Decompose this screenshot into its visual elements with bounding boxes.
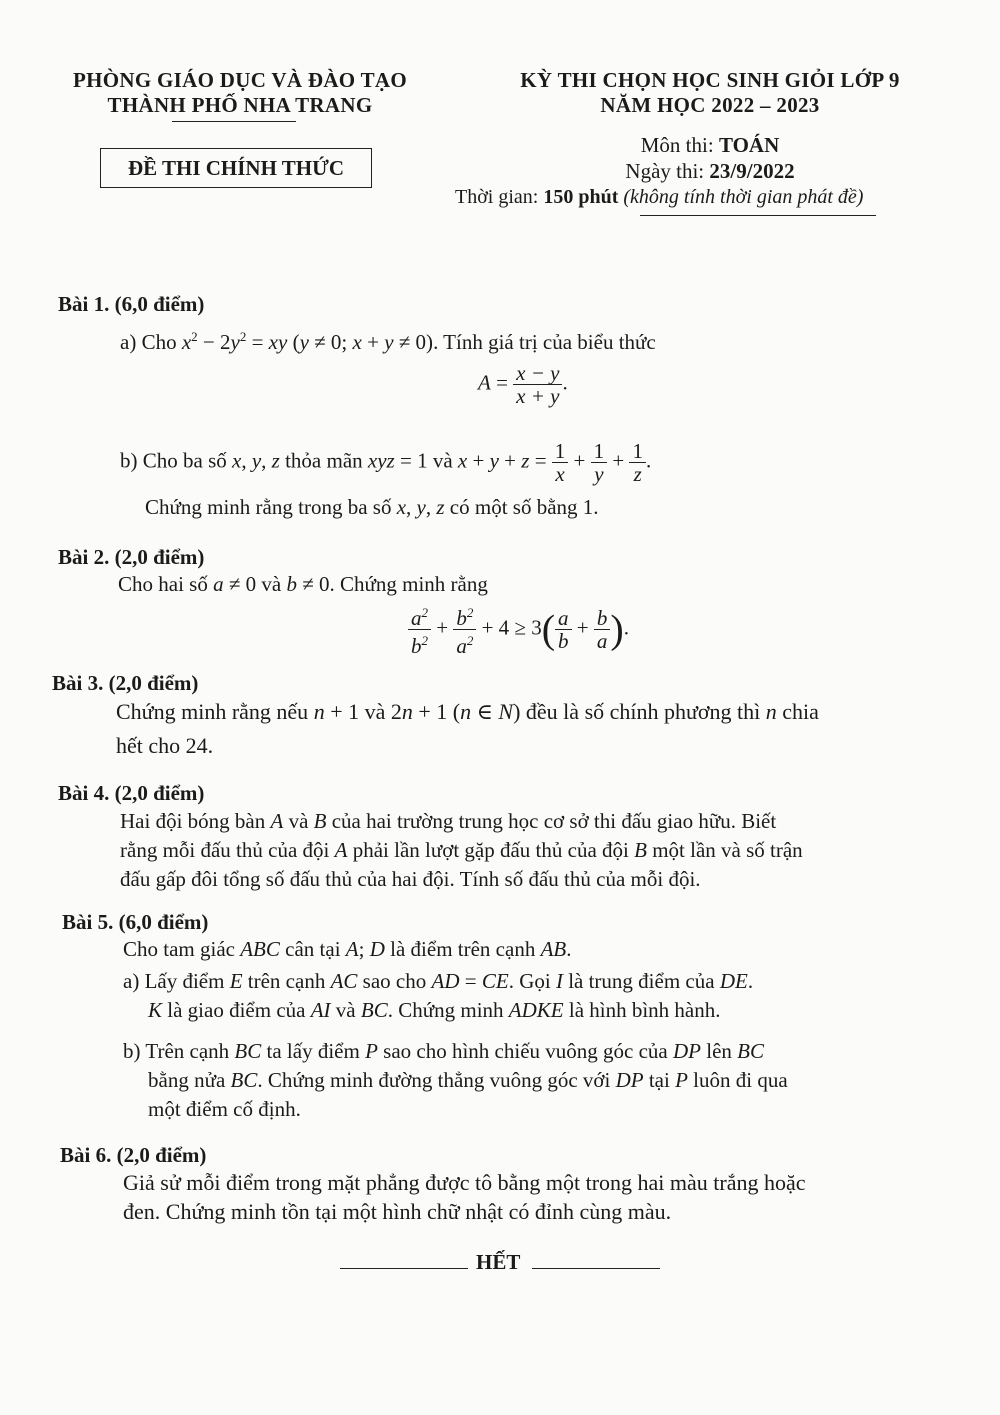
date-line: Ngày thi: 23/9/2022 xyxy=(625,159,795,183)
problem-1-title: Bài 1. (6,0 điểm) xyxy=(58,292,205,316)
problem-6-line1: Giả sử mỗi điểm trong mặt phẳng được tô bằng một trong hai màu trắng hoặc xyxy=(123,1170,806,1195)
problem-5b-line2: bằng nửa BC. Chứng minh đường thẳng vuông góc với DP tại P luôn đi qua xyxy=(148,1068,788,1092)
problem-4-title: Bài 4. (2,0 điểm) xyxy=(58,781,205,805)
formula-A: A = $\frac{x - y}{x + y}$ . xyxy=(478,361,568,408)
exam-title: KỲ THI CHỌN HỌC SINH GIỎI LỚP 9 xyxy=(520,68,900,92)
problem-6-title: Bài 6. (2,0 điểm) xyxy=(60,1143,207,1167)
problem-3-text-line2: hết cho 24. xyxy=(116,733,214,758)
problem-5b-line3: một điểm cố định. xyxy=(148,1097,301,1121)
end-marker: HẾT xyxy=(476,1250,521,1274)
department-name: PHÒNG GIÁO DỤC VÀ ĐÀO TẠO xyxy=(73,68,407,92)
problem-3-text: Chứng minh rằng nếu n + 1 và 2n + 1 (n ∈ N) đều là số chính phương thì n chia xyxy=(116,699,819,724)
city-name: THÀNH PHỐ NHA TRANG xyxy=(107,93,373,117)
formula-inequality: $\frac{a^2}{b^2}$ + $\frac{b^2}{a^2}$ + 4 ≥ 3( $\frac{a}{b}$ + $\frac{b}{a}$ ). xyxy=(408,602,629,657)
problem-1b-text: b) Cho ba số x, y, z thỏa mãn xyz = 1 và x + y + z = $\frac{1}{x}$ + $\frac{1}{y}$ + $\frac{1}{z}$ . xyxy=(120,439,652,486)
problem-5-intro: Cho tam giác ABC cân tại A; D là điểm trên cạnh AB. xyxy=(123,937,572,961)
problem-5a-line1: a) Lấy điểm E trên cạnh AC sao cho AD = CE. Gọi I là trung điểm của DE. xyxy=(123,969,754,993)
official-exam-label: ĐỀ THI CHÍNH THỨC xyxy=(100,148,372,188)
problem-4-line2: rằng mỗi đấu thủ của đội A phải lần lượt gặp đấu thủ của đội B một lần và số trận xyxy=(120,838,803,862)
problem-4-line3: đấu gấp đôi tổng số đấu thủ của hai đội. Tính số đấu thủ của mỗi đội. xyxy=(120,867,701,891)
footer-line-right xyxy=(532,1268,660,1269)
time-line: Thời gian: 150 phút (không tính thời gian phát đề) xyxy=(455,186,864,208)
problem-6-line2: đen. Chứng minh tồn tại một hình chữ nhật có đỉnh cùng màu. xyxy=(123,1199,672,1224)
problem-5-title: Bài 5. (6,0 điểm) xyxy=(62,910,209,934)
subject-line: Môn thi: TOÁN xyxy=(640,133,780,157)
problem-3-title: Bài 3. (2,0 điểm) xyxy=(52,671,199,695)
problem-1a-text: a) Cho $x^2 - 2y^2$ = xy (y ≠ 0; x + y ≠ 0). Tính giá trị của biểu thức xyxy=(120,329,656,354)
problem-2-text: Cho hai số a ≠ 0 và b ≠ 0. Chứng minh rằng xyxy=(118,572,488,596)
problem-5b-line1: b) Trên cạnh BC ta lấy điểm P sao cho hình chiếu vuông góc của DP lên BC xyxy=(123,1039,764,1063)
header-left-divider xyxy=(172,121,296,122)
problem-1b-claim: Chứng minh rằng trong ba số x, y, z có một số bằng 1. xyxy=(145,495,599,519)
footer-line-left xyxy=(340,1268,468,1269)
header-right-divider xyxy=(640,215,876,216)
problem-2-title: Bài 2. (2,0 điểm) xyxy=(58,545,205,569)
problem-5a-line2: K là giao điểm của AI và BC. Chứng minh ADKE là hình bình hành. xyxy=(148,998,721,1022)
school-year: NĂM HỌC 2022 – 2023 xyxy=(600,93,820,117)
problem-4-line1: Hai đội bóng bàn A và B của hai trường trung học cơ sở thi đấu giao hữu. Biết xyxy=(120,809,777,833)
